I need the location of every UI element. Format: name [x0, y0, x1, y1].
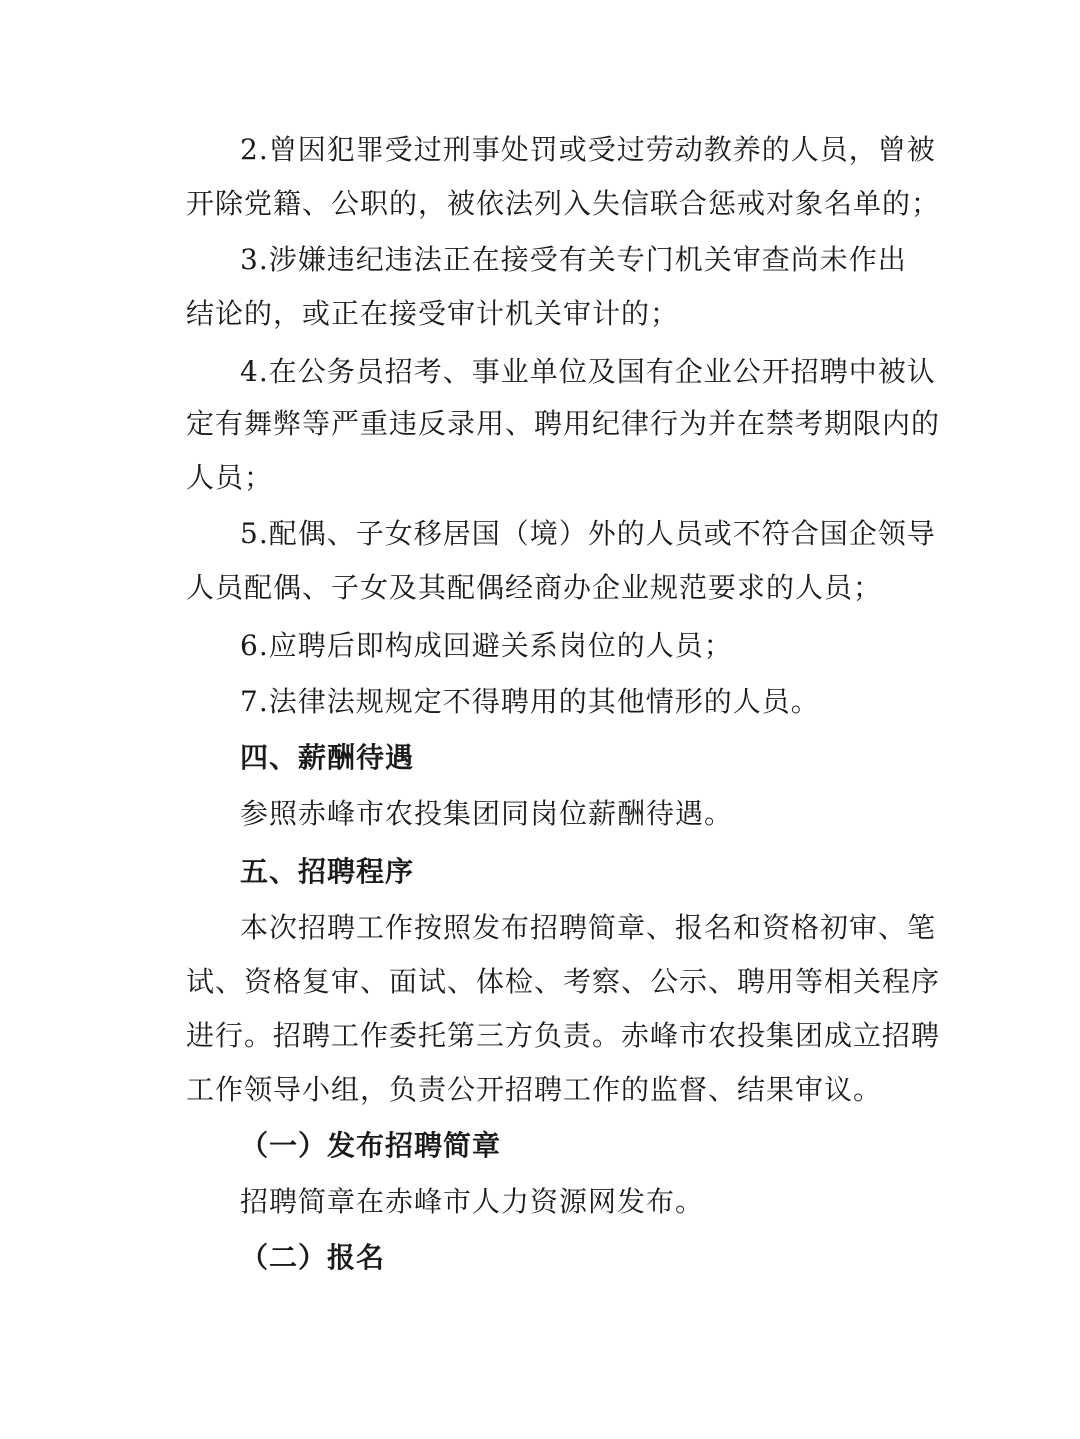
- subsection-heading-publish: （一）发布招聘简章: [240, 1129, 502, 1162]
- paragraph-line-item3-1: 3.涉嫌违纪违法正在接受有关专门机关审查尚未作出: [240, 243, 907, 276]
- paragraph-line-salary: 参照赤峰市农投集团同岗位薪酬待遇。: [240, 797, 734, 830]
- paragraph-line-item5-2: 人员配偶、子女及其配偶经商办企业规范要求的人员；: [186, 571, 883, 604]
- subsection-heading-registration: （二）报名: [240, 1241, 386, 1274]
- section-heading-salary: 四、薪酬待遇: [240, 741, 415, 774]
- paragraph-line-item2-2: 开除党籍、公职的，被依法列入失信联合惩戒对象名单的；: [186, 187, 941, 220]
- paragraph-line-procedure-3: 进行。招聘工作委托第三方负责。赤峰市农投集团成立招聘: [186, 1019, 941, 1052]
- paragraph-line-item4-3: 人员；: [186, 461, 274, 494]
- paragraph-line-item4-1: 4.在公务员招考、事业单位及国有企业公开招聘中被认: [240, 355, 936, 388]
- paragraph-line-item4-2: 定有舞弊等严重违反录用、聘用纪律行为并在禁考期限内的: [186, 407, 941, 440]
- paragraph-line-procedure-1: 本次招聘工作按照发布招聘简章、报名和资格初审、笔: [240, 911, 937, 944]
- paragraph-line-item5-1: 5.配偶、子女移居国（境）外的人员或不符合国企领导: [240, 517, 936, 550]
- section-heading-procedure: 五、招聘程序: [240, 855, 415, 888]
- paragraph-line-procedure-4: 工作领导小组，负责公开招聘工作的监督、结果审议。: [186, 1073, 883, 1106]
- paragraph-line-item6: 6.应聘后即构成回避关系岗位的人员；: [240, 629, 733, 662]
- paragraph-line-item3-2: 结论的，或正在接受审计机关审计的；: [186, 297, 680, 330]
- paragraph-line-item2-1: 2.曾因犯罪受过刑事处罚或受过劳动教养的人员，曾被: [240, 133, 936, 166]
- paragraph-line-item7: 7.法律法规规定不得聘用的其他情形的人员。: [240, 685, 820, 718]
- paragraph-line-procedure-2: 试、资格复审、面试、体检、考察、公示、聘用等相关程序: [186, 965, 941, 998]
- paragraph-line-publish: 招聘简章在赤峰市人力资源网发布。: [240, 1185, 705, 1218]
